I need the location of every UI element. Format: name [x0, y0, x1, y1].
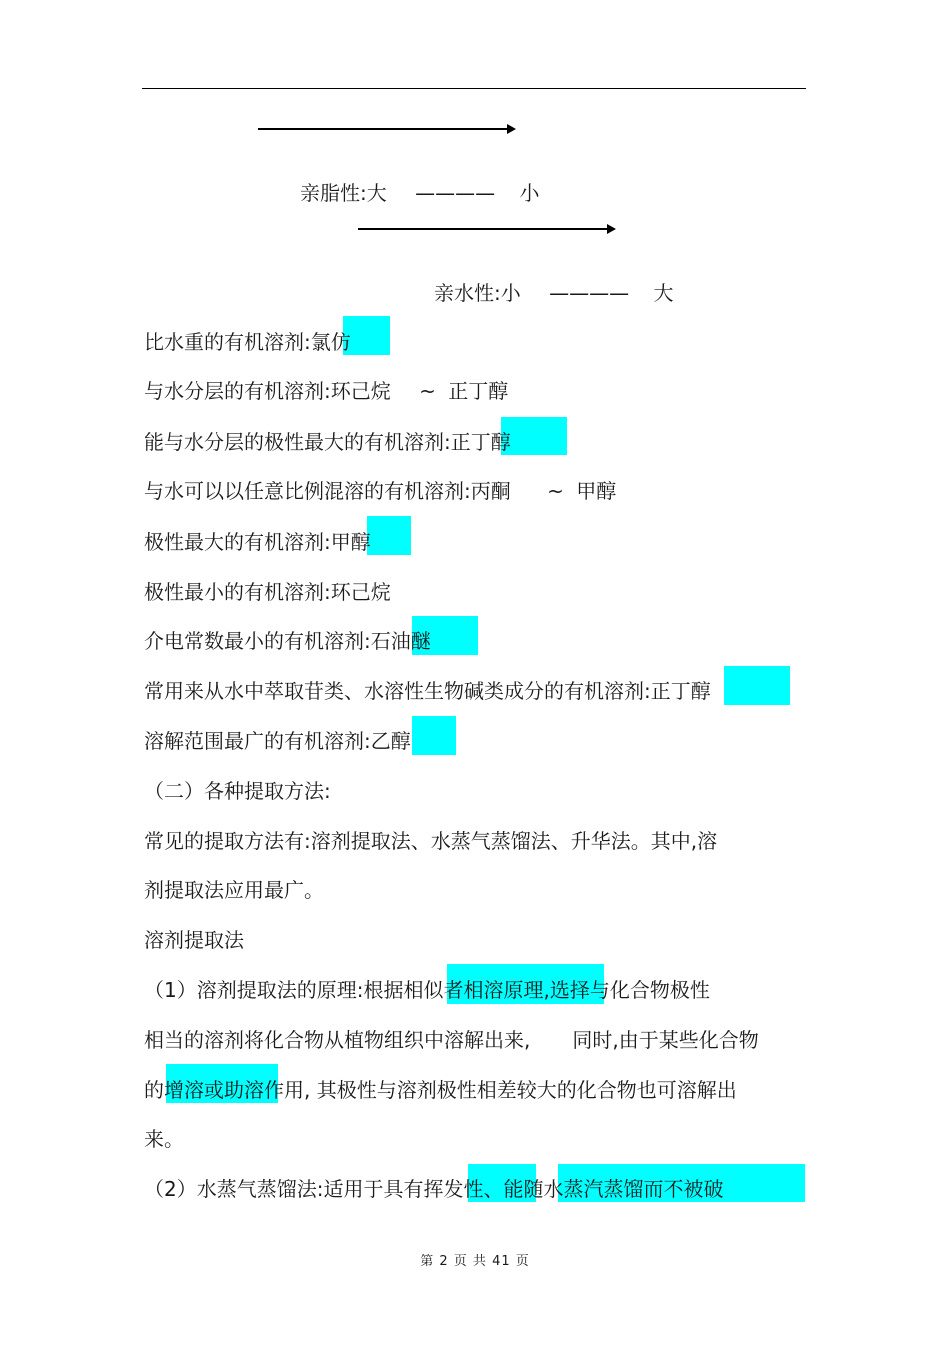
principle-line-4: 来。 [144, 1127, 184, 1151]
lipophilic-scale: 亲脂性:大 ———— 小 [300, 181, 540, 205]
fact-miscible-any-ratio: 与水可以以任意比例混溶的有机溶剂:丙酮 ~ 甲醇 [144, 479, 617, 503]
fact-widest-solubility: 溶解范围最广的有机溶剂:乙醇 [144, 729, 411, 753]
section-heading: （二）各种提取方法: [144, 779, 331, 803]
highlight-methanol [367, 516, 411, 555]
page-footer: 第 2 页 共 41 页 [420, 1254, 530, 1269]
hydrophilic-scale: 亲水性:小 ———— 大 [434, 281, 674, 305]
intro-line-2: 剂提取法应用最广。 [144, 878, 324, 902]
hydrophilic-arrow [358, 228, 614, 230]
fact-lowest-dielectric: 介电常数最小的有机溶剂:石油醚 [144, 629, 431, 653]
steam-distillation-line-1: （2）水蒸气蒸馏法:适用于具有挥发性、能随水蒸汽蒸馏而不被破 [144, 1177, 724, 1201]
principle-line-2: 相当的溶剂将化合物从植物组织中溶解出来, 同时,由于某些化合物 [144, 1028, 759, 1052]
lipophilic-arrow [258, 128, 514, 130]
fact-extract-glycosides: 常用来从水中萃取苷类、水溶性生物碱类成分的有机溶剂:正丁醇 [144, 679, 711, 703]
highlight-n-butanol-2 [724, 666, 790, 705]
fact-immiscible-with-water: 与水分层的有机溶剂:环己烷 ~ 正丁醇 [144, 379, 509, 403]
highlight-ethanol [412, 716, 456, 755]
fact-least-polar: 极性最小的有机溶剂:环己烷 [144, 580, 391, 604]
principle-line-1: （1）溶剂提取法的原理:根据相似者相溶原理,选择与化合物极性 [144, 978, 710, 1002]
header-rule [142, 88, 806, 89]
fact-most-polar-immiscible: 能与水分层的极性最大的有机溶剂:正丁醇 [144, 430, 511, 454]
fact-heavier-than-water: 比水重的有机溶剂:氯仿 [144, 330, 351, 354]
highlight-n-butanol-1 [501, 417, 567, 455]
subheading: 溶剂提取法 [144, 928, 244, 952]
principle-line-3: 的增溶或助溶作用, 其极性与溶剂极性相差较大的化合物也可溶解出 [144, 1078, 737, 1102]
fact-most-polar: 极性最大的有机溶剂:甲醇 [144, 530, 371, 554]
intro-line-1: 常见的提取方法有:溶剂提取法、水蒸气蒸馏法、升华法。其中,溶 [144, 829, 718, 853]
